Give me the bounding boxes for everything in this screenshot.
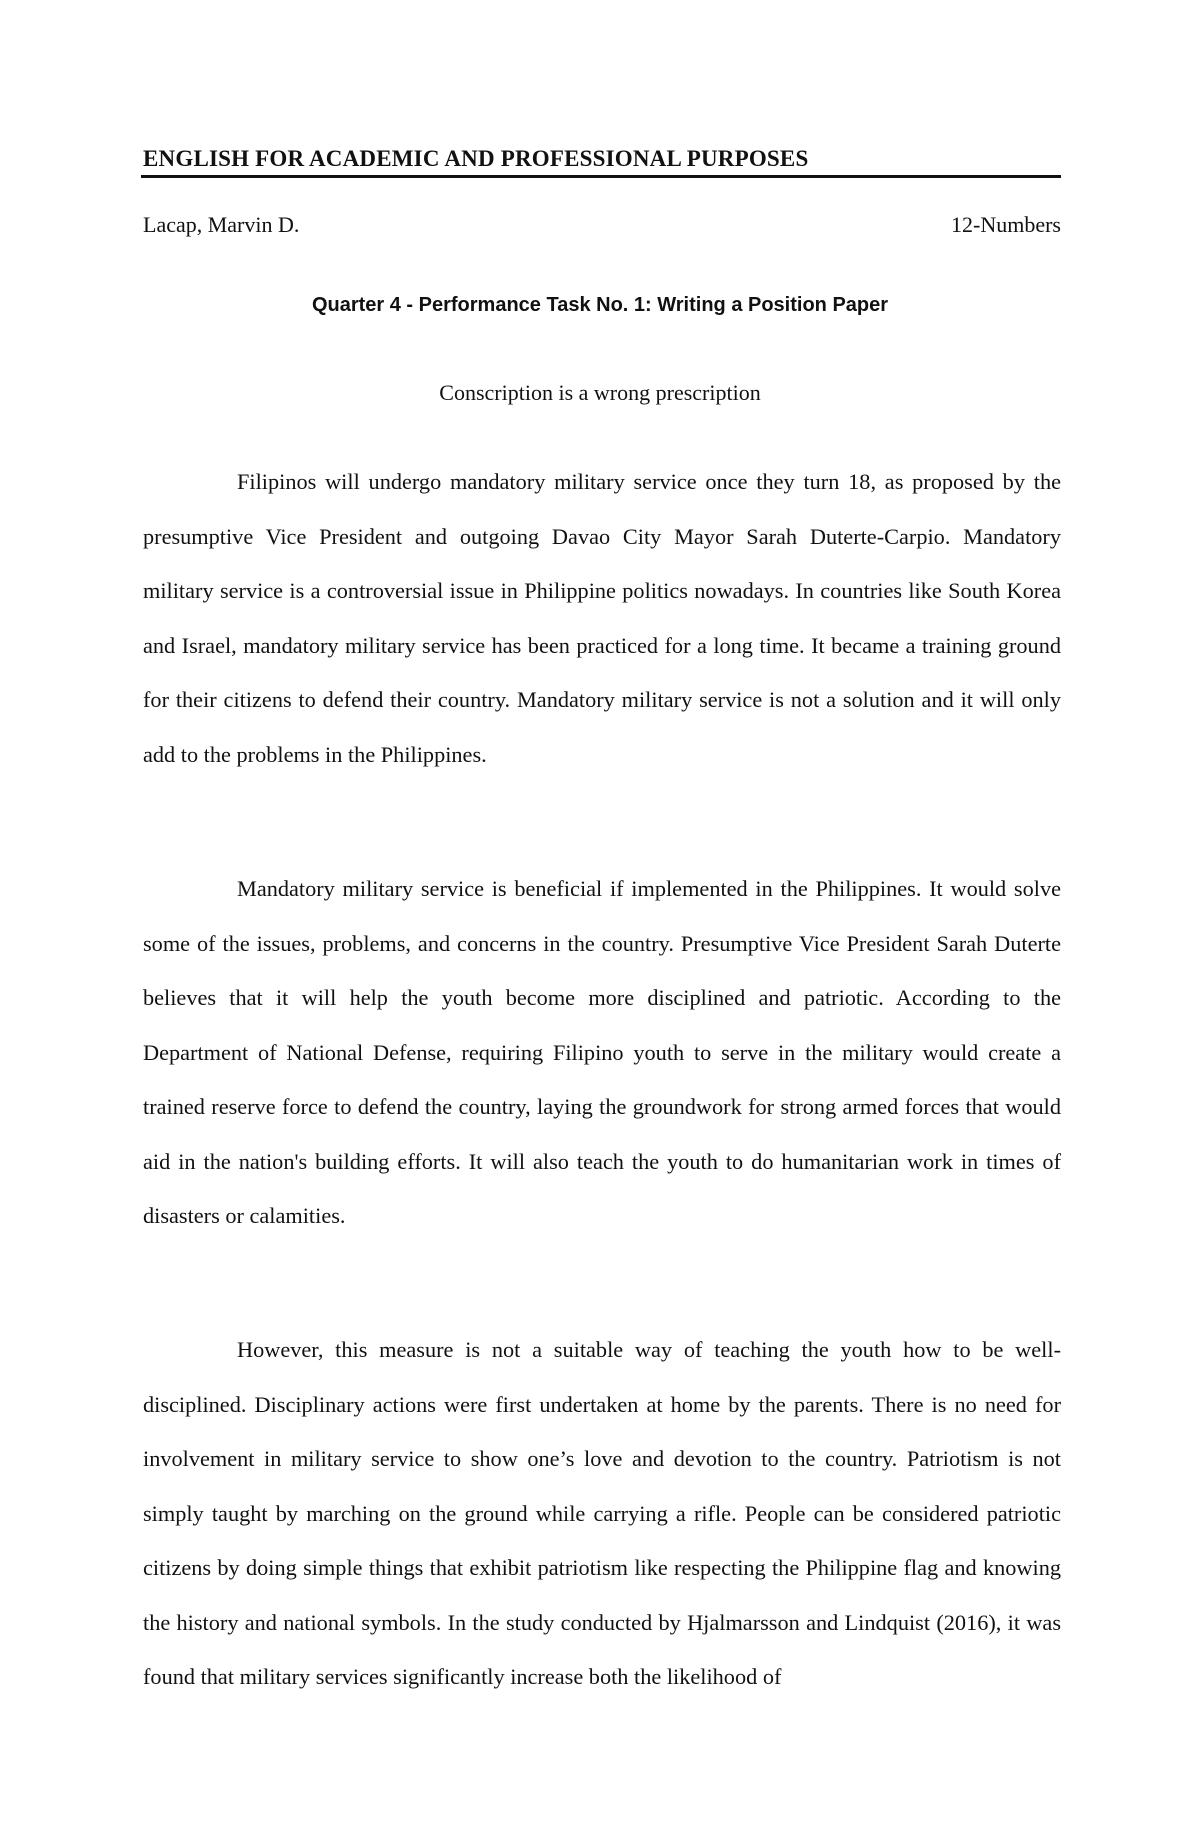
task-title: Quarter 4 - Performance Task No. 1: Writing a Position Paper bbox=[311, 294, 889, 316]
body-paragraph: Filipinos will undergo mandatory military service once they turn 18, as proposed by the presumptive Vice President and outgoing Davao City Mayor Sarah Duterte-Carpio. Mandatory military service is a controversial issue in Philippine politics nowadays. In countries like South Korea and Israel, mandatory military service has been practiced for a long time. It became a training ground for their citizens to defend their country. Mandatory military service is not a solution and it will only add to the problems in the Philippines. bbox=[143, 469, 1061, 767]
course-title: ENGLISH FOR ACADEMIC AND PROFESSIONAL PURPOSES bbox=[143, 146, 809, 171]
student-section: 12-Numbers bbox=[951, 212, 1061, 237]
body-paragraph: Mandatory military service is beneficial if implemented in the Philippines. It would solve some of the issues, problems, and concerns in the country. Presumptive Vice President Sarah Duterte believes that it will help the youth become more disciplined and patriotic. According to the Department of National Defense, requiring Filipino youth to serve in the military would create a trained reserve force to defend the country, laying the groundwork for strong armed forces that would aid in the nation's building efforts. It will also teach the youth to do humanitarian work in times of disasters or calamities. bbox=[143, 876, 1061, 1228]
body-paragraph: However, this measure is not a suitable way of teaching the youth how to be well-disciplined. Disciplinary actions were first undertaken at home by the parents. There is no need for involvement in military service to show one’s love and devotion to the country. Patriotism is not simply taught by marching on the ground while carrying a rifle. People can be considered patriotic citizens by doing simple things that exhibit patriotism like respecting the Philippine flag and knowing the history and national symbols. In the study conducted by Hjalmarsson and Lindquist (2016), it was found that military services significantly increase both the likelihood of bbox=[143, 1337, 1061, 1689]
paper-title: Conscription is a wrong prescription bbox=[439, 380, 761, 405]
header-rule bbox=[141, 175, 1061, 178]
student-name: Lacap, Marvin D. bbox=[143, 212, 300, 237]
